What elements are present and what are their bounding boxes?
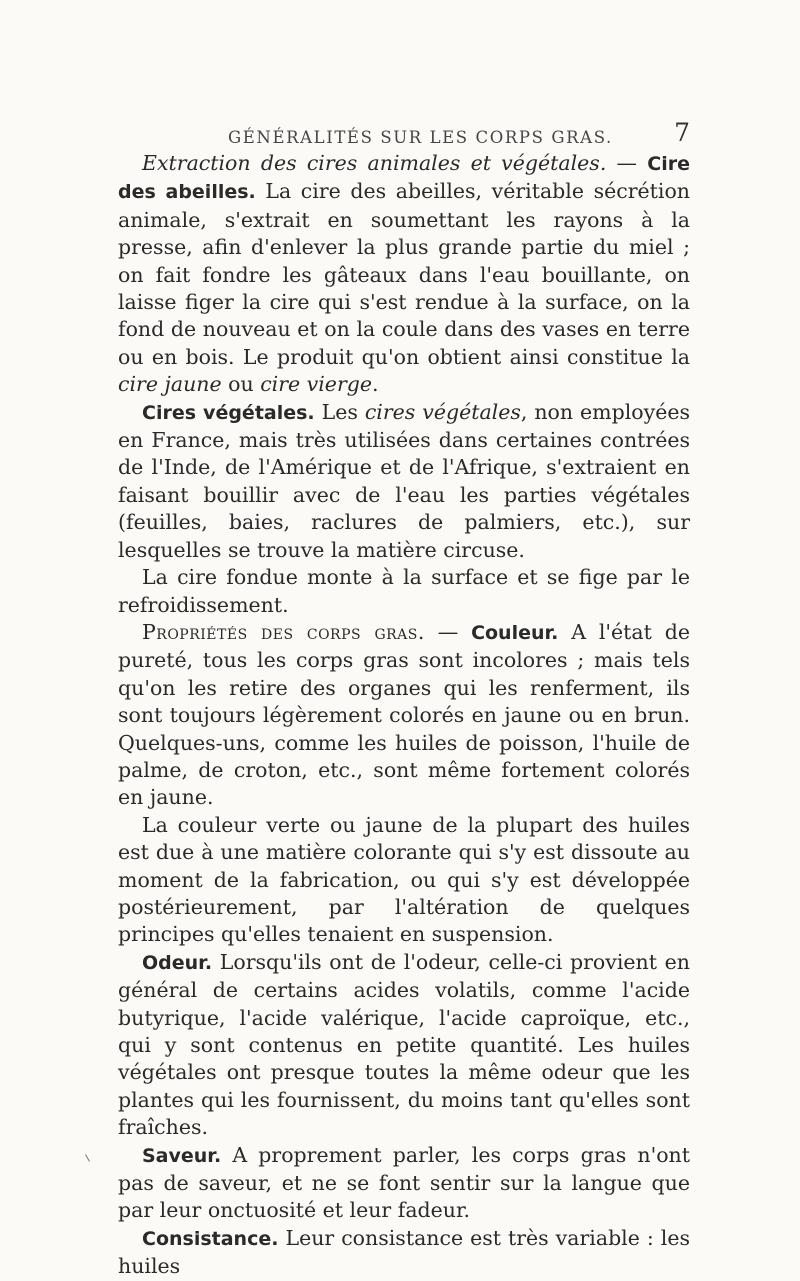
paragraph-text: A proprement parler, les corps gras n'ont pas de saveur, et ne se font sentir sur la langue que par leur onctuosité et leur fadeur. xyxy=(118,1142,690,1223)
page-header xyxy=(118,120,690,150)
heading-cires-vegetales: Cires végétales. xyxy=(142,401,315,424)
italic-term-cire-vierge: cire vierge xyxy=(260,372,372,397)
paragraph-text: A l'état de pureté, tous les corps gras sont incolores ; mais tels qu'on les retire des organes qui les renferment, ils sont toujours légèrement colorés en jaune ou en brun. Quelques-uns, comme les huiles de poisson, l'huile de palme, de croton, etc., sont même fortement colorés en jaune. xyxy=(118,619,690,810)
heading-odeur: Odeur. xyxy=(142,951,213,974)
section-title-extraction: Extraction des cires animales et végétales. xyxy=(142,151,607,175)
paragraph-text: Lorsqu'ils ont de l'odeur, celle-ci provient en général de certains acides volatils, comme l'acide butyrique, l'acide valérique, l'acide caproïque, etc., qui y sont contenus en petite quantité. Les huiles végétales ont presque toutes la même odeur que les plantes qui les fournissent, du moins tant qu'elles sont fraîches. xyxy=(118,949,690,1140)
paragraph-text: La cire des abeilles, véritable sécrétion animale, s'extrait en soumettant les rayons à la presse, afin d'enlever la plus grande partie du miel ; on fait fondre les gâteaux dans l'eau bouillante, on laisse figer la cire qui s'est rendue à la surface, on la fond de nouveau et on la coule dans des vases en terre ou en bois. Le produit qu'on obtient ainsi constitue la xyxy=(118,179,690,369)
paragraph-couleur xyxy=(118,619,690,812)
paragraph-odeur xyxy=(118,949,690,1142)
paragraph-text: Les xyxy=(314,399,365,424)
dash: — xyxy=(606,151,648,175)
paragraph-text: ou xyxy=(221,372,261,397)
running-head: GÉNÉRALITÉS SUR LES CORPS GRAS. xyxy=(228,128,613,147)
body-text xyxy=(118,150,690,1281)
heading-consistance: Consistance. xyxy=(142,1227,279,1250)
stray-ink-mark xyxy=(85,1154,90,1161)
paragraph-text: La couleur verte ou jaune de la plupart des huiles est due à une matière colorante qui s'y est dissoute au moment de la fabrication, ou qui s'y est développée postérieurement, par l'altération de quelques principes qu'elles tenaient en suspension. xyxy=(118,812,690,947)
paragraph-cire-abeilles xyxy=(118,150,690,399)
dash: — xyxy=(424,619,472,644)
paragraph-text: La cire fondue monte à la surface et se fige par le refroidissement. xyxy=(118,565,690,617)
heading-couleur: Couleur. xyxy=(471,621,559,644)
italic-term-cires-vegetales: cires végétales xyxy=(364,399,521,424)
section-title-proprietes: Propriétés des corps gras. xyxy=(142,619,425,644)
heading-cire-abeilles: Cire des abeilles. xyxy=(118,153,690,204)
heading-saveur: Saveur. xyxy=(142,1144,222,1167)
paragraph-saveur xyxy=(118,1142,690,1225)
page-number: 7 xyxy=(674,118,690,147)
paragraph-text: . xyxy=(372,372,379,397)
paragraph-couleur-verte xyxy=(118,812,690,949)
paragraph-cire-fondue xyxy=(118,564,690,619)
italic-term-cire-jaune: cire jaune xyxy=(118,372,222,397)
paragraph-text: , non employées en France, mais très utilisées dans certaines contrées de l'Inde, de l'Amérique et de l'Afrique, s'extraient en faisant bouillir avec de l'eau les parties végétales (feuilles, baies, raclures de palmiers, etc.), sur lesquelles se trouve la matière circuse. xyxy=(118,399,690,562)
paragraph-text: Leur consistance est très variable : les huiles xyxy=(118,1225,690,1279)
paragraph-cires-vegetales xyxy=(118,399,690,564)
